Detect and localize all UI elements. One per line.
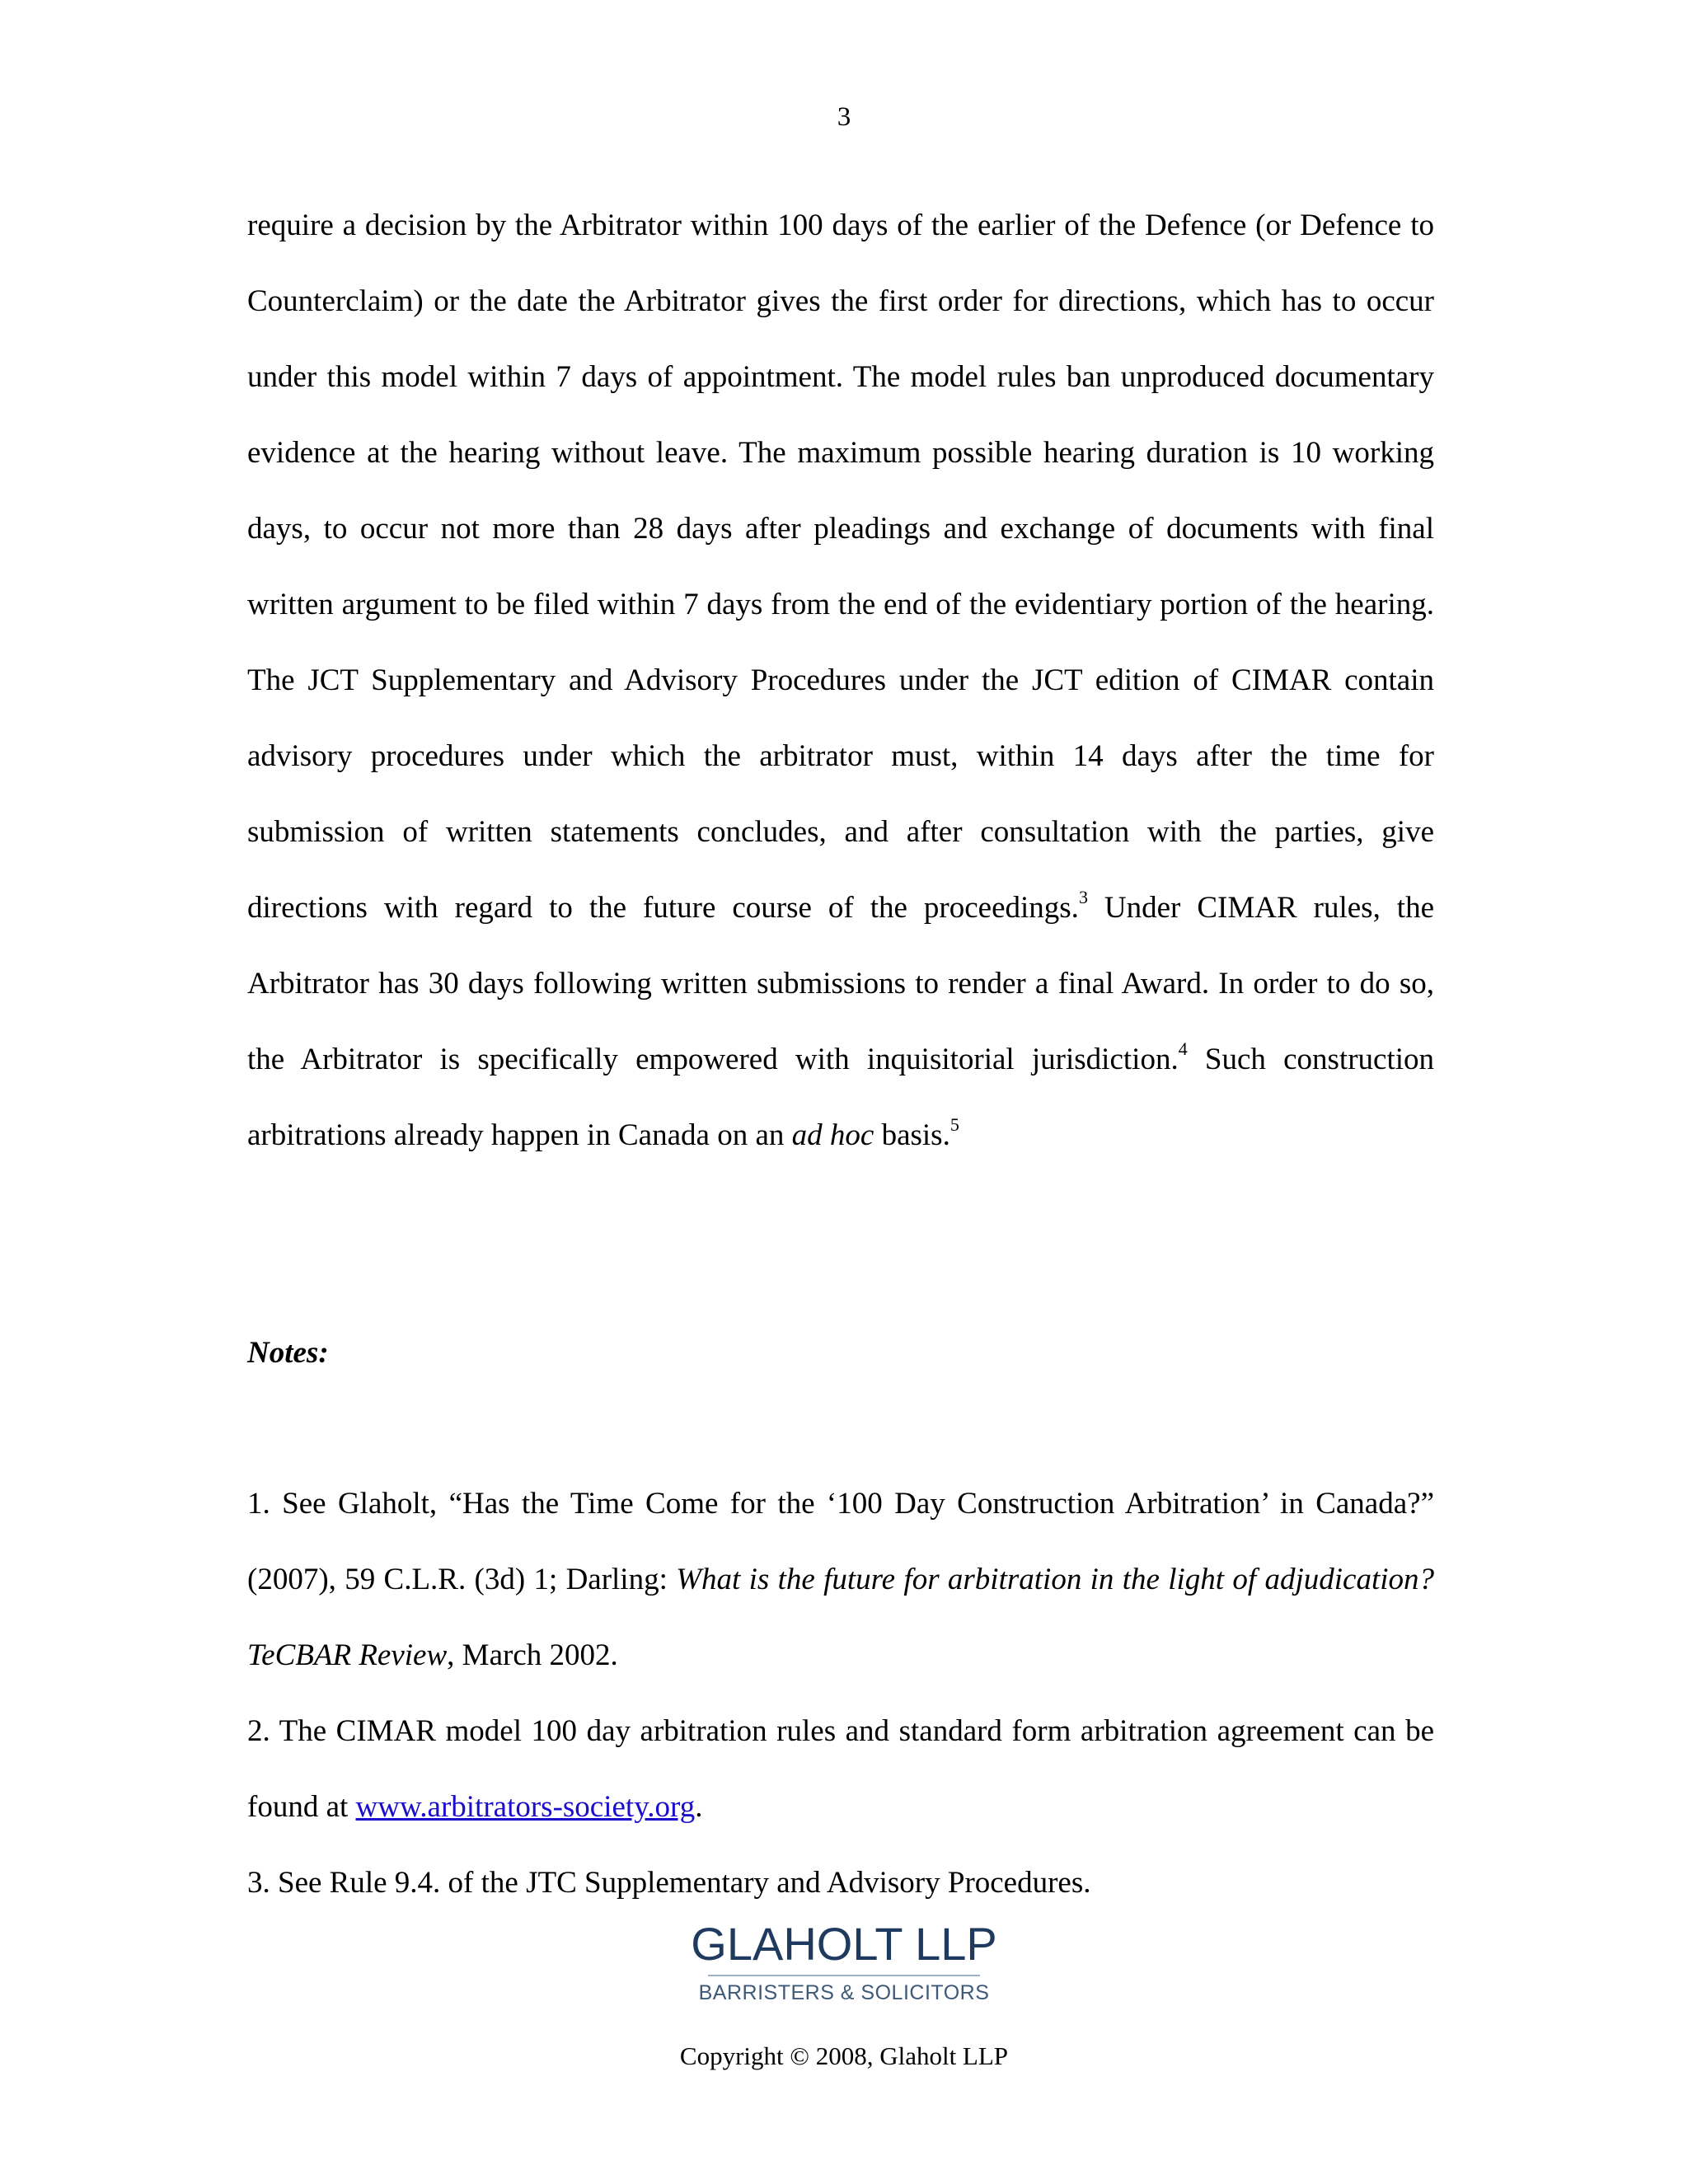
note-2-text: 2. The CIMAR model 100 day arbitration rules and standard form arbitration agreement can be found at [247, 1714, 1434, 1824]
body-text-part-4: basis. [874, 1118, 950, 1152]
note-2 [247, 1694, 1434, 1845]
note-1-italic: What is the future for arbitration in the light of adjudication? TeCBAR Review [247, 1563, 1435, 1672]
arbitrators-society-link[interactable]: www.arbitrators-society.org [355, 1790, 696, 1824]
body-italic-ad-hoc: ad hoc [791, 1118, 874, 1152]
copyright-footer: Copyright © 2008, Glaholt LLP [679, 2041, 1009, 2070]
logo-name: GLAHOLT LLP [691, 1918, 997, 1970]
note-2-end: . [695, 1790, 703, 1824]
logo-box [691, 1918, 997, 2009]
note-1-text: 1. See Glaholt, “Has the Time Come for the ‘100 Day Construction Arbitration’ in Canada?” (2007), 59 C.L.R. (3d) 1; Darling: [247, 1487, 1434, 1596]
notes-heading: Notes: [247, 1336, 329, 1370]
note-1-end: , March 2002. [447, 1638, 618, 1672]
body-text-part-2: Under CIMAR rules, the Arbitrator has 30 days following written submissions to render a final Award. In order to do so, the Arbitrator is specifically empowered with inquisitorial jurisdiction. [247, 891, 1434, 1076]
footnote-ref-5: 5 [950, 1113, 959, 1135]
footnote-ref-4: 4 [1178, 1038, 1188, 1059]
page-number: 3 [837, 102, 851, 132]
body-text-part-3: Such construction arbitrations already happen in Canada on an [247, 1043, 1435, 1152]
notes-list [247, 1466, 1434, 1921]
body-text-part-1: require a decision by the Arbitrator within 100 days of the earlier of the Defence (or Defence to Counterclaim) or the date the Arbitrator gives the first order for directions, which has to occur under this model within 7 days of appointment. The model rules ban unproduced documentary evidence at the hearing without leave. The maximum possible hearing duration is 10 working days, to occur not more than 28 days after pleadings and exchange of documents with final written argument to be filed within 7 days from the end of the evidentiary portion of the hearing. The JCT Supplementary and Advisory Procedures under the JCT edition of CIMAR contain advisory procedures under which the arbitrator must, within 14 days after the time for submission of written statements concludes, and after consultation with the parties, give directions with regard to the future course of the proceedings. [247, 209, 1434, 925]
footnote-ref-3: 3 [1078, 886, 1088, 907]
note-1 [247, 1466, 1434, 1694]
body-paragraph [247, 188, 1434, 1174]
firm-logo [0, 1919, 1688, 2009]
note-3: 3. See Rule 9.4. of the JTC Supplementary and Advisory Procedures. [247, 1866, 1091, 1900]
logo-tagline: BARRISTERS & SOLICITORS [698, 1981, 990, 2004]
